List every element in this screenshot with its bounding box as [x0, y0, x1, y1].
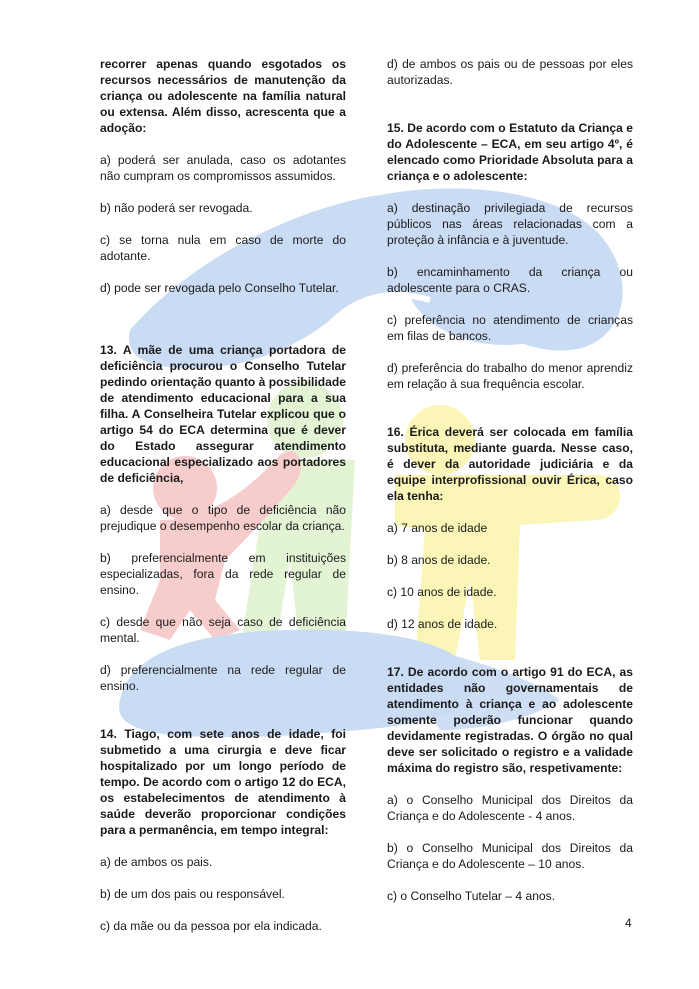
question-13: 13. A mãe de uma criança portadora de deficiência procurou o Conselho Tutelar pedindo orientação quanto à possibilidade de atendimento educacional para a sua filha. A Conselheira Tutelar explicou que o artigo 54 do ECA determina que é dever do Estado assegurar atendimento educacional especializado aos portadores de deficiência,: [100, 343, 346, 485]
question-12-continuation: recorrer apenas quando esgotados os recursos necessários de manutenção da criança ou adolescente na família natural ou extensa. Além disso, acrescenta que a adoção:: [100, 57, 346, 135]
q17-option-a: a) o Conselho Municipal dos Direitos da Criança e do Adolescente - 4 anos.: [387, 793, 633, 823]
q14-option-c: c) da mãe ou da pessoa por ela indicada.: [100, 919, 322, 933]
q16-option-b: b) 8 anos de idade.: [387, 553, 491, 567]
question-15: 15. De acordo com o Estatuto da Criança e do Adolescente – ECA, em seu artigo 4º, é elencado como Prioridade Absoluta para a criança e o adolescente:: [387, 121, 633, 183]
page-number: 4: [625, 916, 632, 930]
question-14: 14. Tiago, com sete anos de idade, foi submetido a uma cirurgia e deve ficar hospitalizado por um longo período de tempo. De acordo com o artigo 12 do ECA, os estabelecimentos de atendimento à saúde deverão proporcionar condições para a permanência, em tempo integral:: [100, 727, 346, 837]
q13-option-a: a) desde que o tipo de deficiência não prejudique o desempenho escolar da criança.: [100, 503, 346, 533]
q16-option-c: c) 10 anos de idade.: [387, 585, 497, 599]
q12-option-b: b) não poderá ser revogada.: [100, 201, 253, 215]
q17-option-b: b) o Conselho Municipal dos Direitos da Criança e do Adolescente – 10 anos.: [387, 841, 633, 871]
question-17: 17. De acordo com o artigo 91 do ECA, as entidades não governamentais de atendimento à criança e ao adolescente somente poderão funcionar quando devidamente registradas. O órgão no qual deve ser solicitado o registro e a validade máxima do registro são, respetivamente:: [387, 665, 633, 775]
question-16: 16. Érica deverá ser colocada em família substituta, mediante guarda. Nesse caso, é dever da autoridade judiciária e da equipe interprofissional ouvir Érica, caso ela tenha:: [387, 425, 633, 503]
q17-option-c: c) o Conselho Tutelar – 4 anos.: [387, 889, 556, 903]
q12-option-a: a) poderá ser anulada, caso os adotantes não cumpram os compromissos assumidos.: [100, 153, 346, 183]
q15-option-a: a) destinação privilegiada de recursos públicos nas áreas relacionadas com a proteção à infância e à juventude.: [387, 201, 633, 247]
q13-option-b: b) preferencialmente em instituições especializadas, fora da rede regular de ensino.: [100, 551, 346, 597]
q12-option-c: c) se torna nula em caso de morte do adotante.: [100, 233, 346, 263]
q14-option-b: b) de um dos pais ou responsável.: [100, 887, 285, 901]
q16-option-d: d) 12 anos de idade.: [387, 617, 498, 631]
q16-option-a: a) 7 anos de idade: [387, 521, 488, 535]
q13-option-c: c) desde que não seja caso de deficiência mental.: [100, 615, 346, 645]
q15-option-c: c) preferência no atendimento de crianças em filas de bancos.: [387, 313, 633, 343]
q12-option-d: d) pode ser revogada pelo Conselho Tutelar.: [100, 281, 339, 295]
q14-option-a: a) de ambos os pais.: [100, 855, 213, 869]
q13-option-d: d) preferencialmente na rede regular de ensino.: [100, 663, 346, 693]
q15-option-b: b) encaminhamento da criança ou adolescente para o CRAS.: [387, 265, 633, 295]
q15-option-d: d) preferência do trabalho do menor aprendiz em relação à sua frequência escolar.: [387, 361, 633, 391]
q14-option-d: d) de ambos os pais ou de pessoas por eles autorizadas.: [387, 57, 633, 87]
left-column: [100, 56, 346, 934]
right-column: [387, 56, 633, 904]
